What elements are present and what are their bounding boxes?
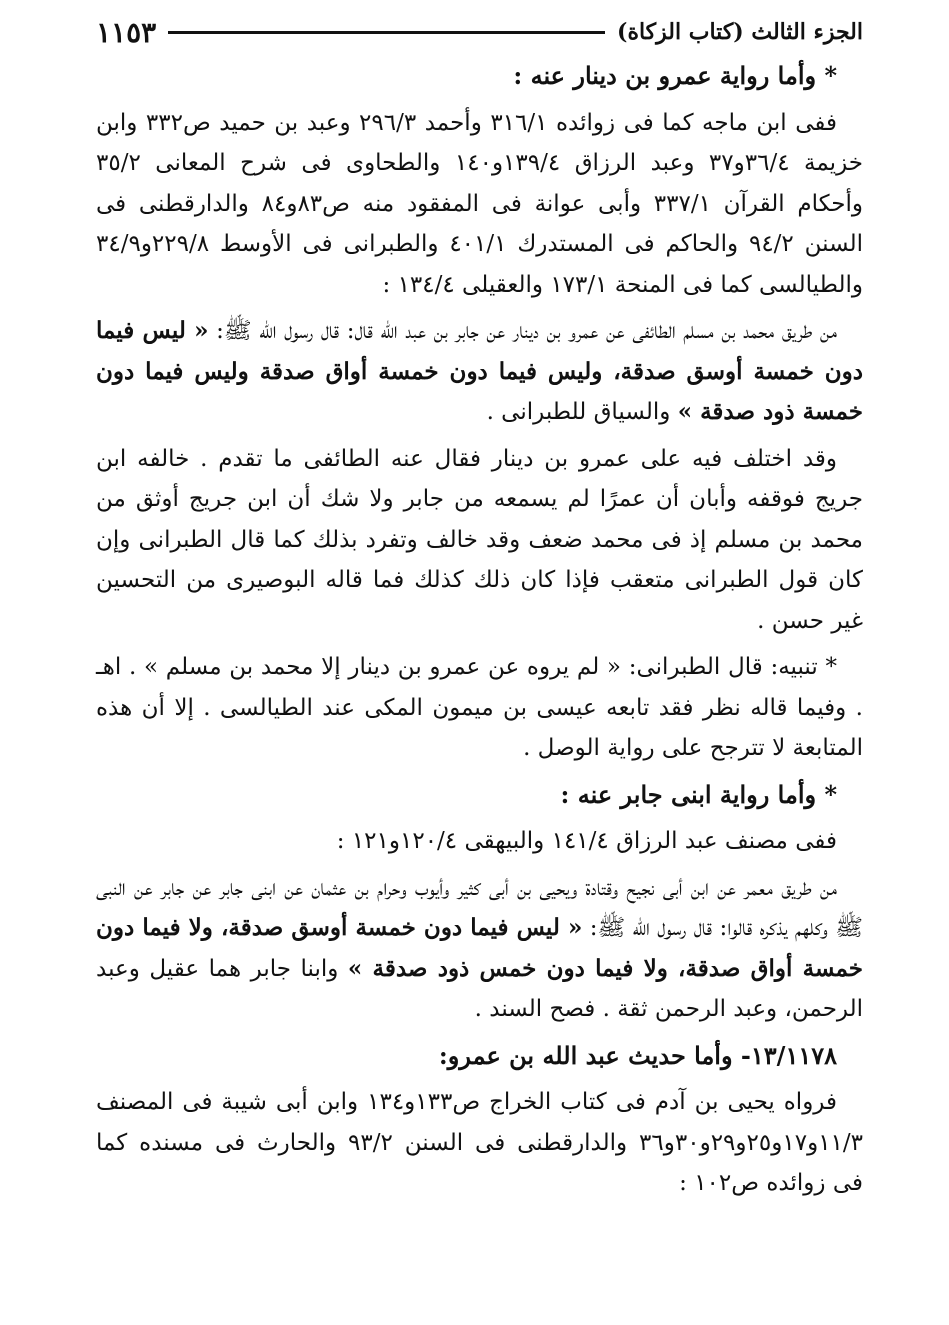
- page-body: [96, 56, 863, 1204]
- section-heading-amr-ibn-dinar: * وأما رواية عمرو بن دينار عنه :: [513, 61, 837, 90]
- paragraph-sources-2: ففى مصنف عبد الرزاق ١٤١/٤ والبيهقى ١٢٠/٤و١٢١ :: [336, 828, 837, 854]
- chain-text: من طريق معمر عن ابن أبى نجيح وقتادة ويحيى بن أبى كثير وأيوب وحرام بن عثمان عن ابنى جابر عن جابر عن النبى ﷺ وكلهم يذكره قالوا: قال رسول الله ﷺ:: [96, 874, 864, 941]
- running-title: الجزء الثالث (كتاب الزكاة): [617, 19, 863, 45]
- paragraph-sources-1: ففى ابن ماجه كما فى زوائده ٣١٦/١ وأحمد ٢٩٦/٣ وعبد بن حميد ص٣٣٢ وابن خزيمة ٣٦/٤و٣٧ وعبد الرزاق ١٣٩/٤و١٤٠ والطحاوى فى شرح المعانى ٣٥/٢ وأحكام القرآن ٣٣٧/١ وأبى عوانة فى المفقود منه ص٨٣و٨٤ والدارقطنى فى السنن ٩٤/٢ والحاكم فى المستدرك ٤٠١/١ والطبرانى فى الأوسط ٢٢٩/٨و٣٤/٩ والطيالسى كما فى المنحة ١٧٣/١ والعقيلى ١٣٤/٤ :: [96, 109, 863, 298]
- header-rule: [168, 31, 605, 34]
- page-header: [96, 14, 863, 50]
- chain-note: وابنا جابر هما عقيل وعبد الرحمن، وعبد الرحمن ثقة . فصح السند .: [96, 955, 863, 1022]
- section-heading-ibnay-jabir: * وأما رواية ابنى جابر عنه :: [560, 779, 837, 809]
- paragraph-discussion: وقد اختلف فيه على عمرو بن دينار فقال عنه الطائفى ما تقدم . خالفه ابن جريج فوقفه وأبان أن عمرًا لم يسمعه من جابر ولا شك أن ابن جريج أوثق من محمد بن مسلم إذ فى محمد ضعف وقد خالف وتفرد بذلك كما قال الطبرانى وإن كان قول الطبرانى متعقب فإذا كان ذلك كذلك فما قاله البوصيرى من التحسين غير حسن .: [96, 445, 863, 634]
- hadith-quote: « ليس فيما دون خمسة أوسق صدقة، ولا فيما دون خمسة أواق صدقة، ولا فيما دون خمس ذود صدقة »: [96, 914, 863, 982]
- chain-text: من طريق محمد بن مسلم الطائفى عن عمرو بن دينار عن جابر بن عبد الله قال: قال رسول الله ﷺ:: [208, 318, 837, 344]
- page-number: ١١٥٣: [96, 15, 157, 49]
- section-heading-abdullah-ibn-amr: ١٣/١١٧٨- وأما حديث عبد الله بن عمرو:: [438, 1040, 837, 1070]
- paragraph-sources-3: فرواه يحيى بن آدم فى كتاب الخراج ص١٣٣و١٣٤ وابن أبى شيبة فى المصنف ١١/٣و١٧و٢٥و٢٩و٣٠و٣٦ والدارقطنى فى السنن ٩٣/٢ والحارث فى مسنده كما فى زوائده ص١٠٢ :: [96, 1089, 863, 1196]
- chain-note: والسياق للطبرانى .: [486, 399, 678, 425]
- paragraph-note: * تنبيه: قال الطبرانى: « لم يروه عن عمرو بن دينار إلا محمد بن مسلم » . اهـ . وفيما قاله نظر فقد تابعه عيسى بن ميمون المكى عند الطيالسى . إلا أن هذه المتابعة لا تترجح على رواية الوصل .: [96, 654, 863, 761]
- hadith-quote: « ليس فيما دون خمسة أوسق صدقة، وليس فيما دون خمسة أواق صدقة وليس فيما دون خمسة ذود صدقة »: [96, 317, 863, 425]
- paragraph-chain-1: [96, 311, 863, 433]
- paragraph-chain-2: [96, 868, 863, 1030]
